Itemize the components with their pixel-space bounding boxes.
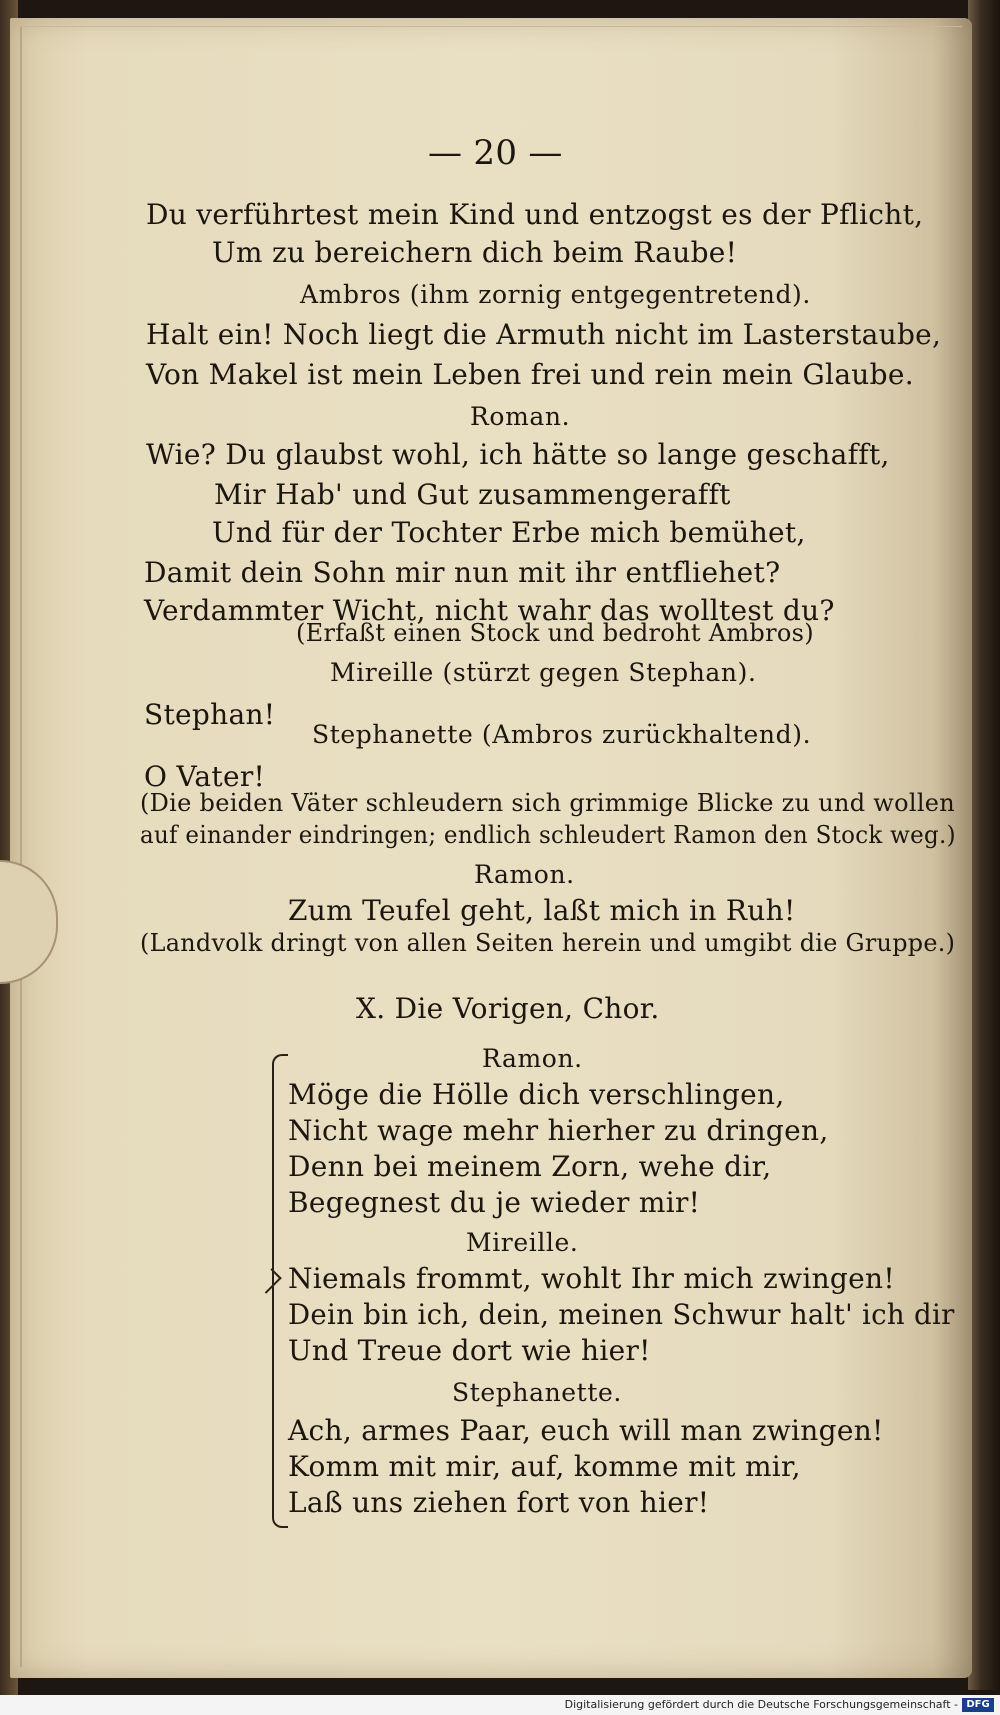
text-line: Um zu bereichern dich beim Raube!: [212, 236, 738, 269]
speaker-heading: Ramon.: [474, 860, 575, 889]
text-line: Und für der Tochter Erbe mich bemühet,: [212, 516, 806, 549]
text-line: Dein bin ich, dein, meinen Schwur halt' ich dir: [288, 1298, 955, 1331]
page-number: — 20 —: [428, 133, 563, 173]
text-line: Zum Teufel geht, laßt mich in Ruh!: [288, 894, 796, 927]
text-line: Denn bei meinem Zorn, wehe dir,: [288, 1150, 772, 1183]
text-line: Ach, armes Paar, euch will man zwingen!: [288, 1414, 884, 1447]
stage-direction: auf einander eindringen; endlich schleudert Ramon den Stock weg.): [140, 821, 956, 849]
text-line: Mir Hab' und Gut zusammengerafft: [214, 478, 731, 511]
stage-direction: (Landvolk dringt von allen Seiten herein und umgibt die Gruppe.): [140, 929, 956, 957]
scene-heading: X. Die Vorigen, Chor.: [356, 992, 660, 1025]
speaker-heading: Mireille (stürzt gegen Stephan).: [330, 658, 757, 687]
speaker-heading: Ambros (ihm zornig entgegentretend).: [300, 280, 811, 309]
text-line: Stephan!: [144, 698, 276, 731]
text-line: Laß uns ziehen fort von hier!: [288, 1486, 710, 1519]
digitization-credit: Digitalisierung gefördert durch die Deutsche Forschungsgemeinschaft -: [564, 1698, 958, 1711]
text-line: Von Makel ist mein Leben frei und rein mein Glaube.: [146, 358, 914, 391]
text-line: O Vater!: [144, 760, 266, 793]
speaker-heading: Ramon.: [482, 1044, 583, 1073]
stage-direction: (Erfaßt einen Stock und bedroht Ambros): [296, 619, 814, 647]
verse-bracket: [272, 1054, 288, 1528]
text-line: Nicht wage mehr hierher zu dringen,: [288, 1114, 829, 1147]
text-line: Verdammter Wicht, nicht wahr das wolltest du?: [144, 594, 835, 627]
text-line: Und Treue dort wie hier!: [288, 1334, 651, 1367]
speaker-heading: Stephanette (Ambros zurückhaltend).: [312, 720, 812, 749]
speaker-heading: Roman.: [470, 402, 571, 431]
text-line: Komm mit mir, auf, komme mit mir,: [288, 1450, 801, 1483]
text-line: Du verführtest mein Kind und entzogst es der Pflicht,: [146, 198, 924, 231]
right-book-edge: [968, 0, 1000, 1690]
text-line: Halt ein! Noch liegt die Armuth nicht im Lasterstaube,: [146, 318, 942, 351]
text-line: Wie? Du glaubst wohl, ich hätte so lange geschafft,: [146, 438, 890, 471]
stage-direction: (Die beiden Väter schleudern sich grimmige Blicke zu und wollen: [140, 789, 956, 817]
text-line: Möge die Hölle dich verschlingen,: [288, 1078, 785, 1111]
speaker-heading: Stephanette.: [452, 1378, 622, 1407]
text-line: Niemals frommt, wohlt Ihr mich zwingen!: [288, 1262, 895, 1295]
text-line: Begegnest du je wieder mir!: [288, 1186, 701, 1219]
text-line: Damit dein Sohn mir nun mit ihr entfliehet?: [144, 556, 781, 589]
speaker-heading: Mireille.: [466, 1228, 579, 1257]
dfg-logo: DFG: [962, 1698, 994, 1712]
